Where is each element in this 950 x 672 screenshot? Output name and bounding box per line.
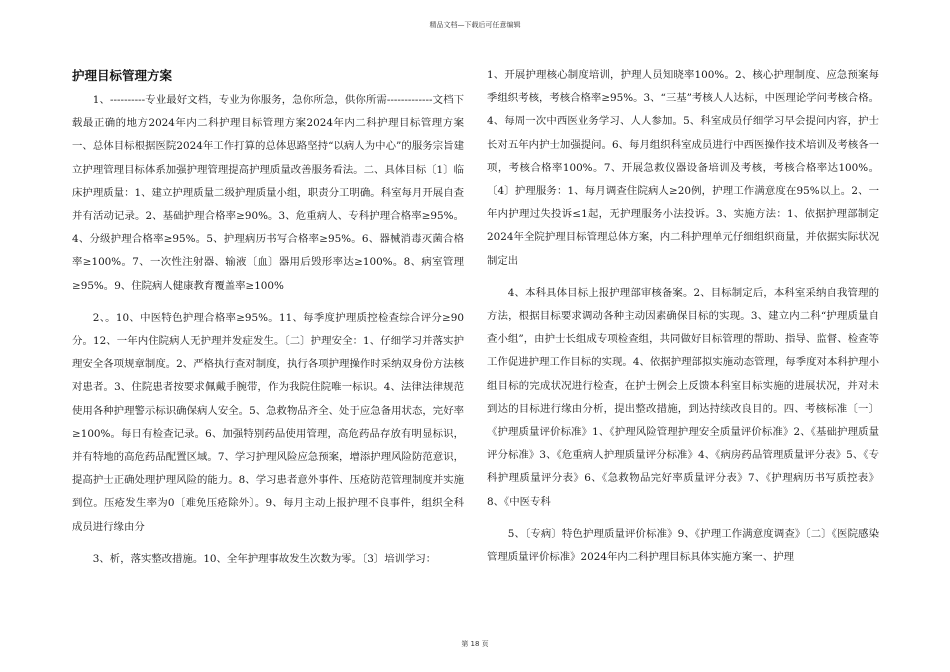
document-title: 护理目标管理方案 — [72, 68, 173, 83]
paragraph: 5、〔专病〕特色护理质量评价标准》9、《护理工作满意度调查》〔二〕《医院感染管理质量评价标准》2024年内二科护理目标具体实施方案一、护理 — [487, 527, 879, 564]
left-column — [72, 89, 464, 571]
paragraph: 2、。10、中医特色护理合格率≥95%。11、每季度护理质控检查综合评分≥90分。12、一年内住院病人无护理并发症发生。〔二〕护理安全：1、仔细学习并落实护理安全各项规章制度。2、严格执行查对制度，执行各项护理操作时采纳双身份方法核对患者。3、住院患者按要求佩戴手腕带，作为我院住院唯一标识。4、法律法律规范使用各种护理警示标识确保病人安全。5、急救物品齐全、处于应急备用状态，完好率≥100%。每日有检查记录。6、加强特别药品使用管理，高危药品存放有明显标识，并有特地的高危药品配置区域。7、学习护理风险应急预案，增添护理风险防范意识，提高护士正确处理护理风险的能力。8、学习患者意外事件、压疮防范管理制度并实施到位。压疮发生率为0〔难免压疮除外〕。9、每月主动上报护理不良事件，组织全科成员进行缘由分 — [72, 311, 464, 533]
paragraph: 3、析，落实整改措施。10、全年护理事故发生次数为零。〔3〕培训学习： — [92, 552, 437, 565]
paragraph: 1、开展护理核心制度培训，护理人员知晓率100%。2、核心护理制度、应急预案每季组织考核，考核合格率≥95%。3、“三基”考核人人达标，中医理论学问考核合格。4、每周一次中西医业务学习、人人参加。5、科室成员仔细学习早会提问内容，护士长对五年内护士加强提问。6、每月组织科室成员进行中西医操作技术培训及考核各一项，考核合格率100%。7、开展急救仪器设备培训及考核，考核合格率达100%。〔4〕护理服务：1、每月调查住院病人≥20例，护理工作满意度在95%以上。2、一年内护理过失投诉≤1起，无护理服务小法投诉。3、实施方法：1、依据护理部制定2024年全院护理目标管理总体方案，内二科护理单元仔细组织商量，并依据实际状况制定出 — [487, 69, 879, 267]
page-header: 精品文档—下载后可任意编辑 — [429, 21, 521, 29]
paragraph: 4、本科具体目标上报护理部审核备案。2、目标制定后，本科室采纳自我管理的方法，根据目标要求调动各种主动因素确保目标的实现。3、建立内二科“护理质量自查小组”，由护士长组成专项检查组，共同做好目标管理的帮助、指导、监督、检查等工作促进护理工作目标的实现。4、依据护理部拟实施动态管理，每季度对本科护理小组目标的完成状况进行检查，在护士例会上反馈本科室目标实施的进展状况，并对未到达的目标进行缘由分析，提出整改措施，到达持续改良目的。四、考核标准〔一〕《护理质量评价标准》1、《护理风险管理护理安全质量评价标准》2、《基础护理质量评分标准》3、《危重病人护理质量评分标准》4、《病房药品管理质量评分表》5、《专科护理质量评分表》6、《急救物品完好率质量评分表》7、《护理病历书写质控表》8、《中医专科 — [487, 286, 879, 508]
paragraph: 1、----------专业最好文档，专业为你服务，急你所急，供你所需-------------文档下载最正确的地方2024年内二科护理目标管理方案2024年内二科护理目标管理方案一、总体目标根据医院2024年工作打算的总体思路坚持“以病人为中心”的服务宗旨建立护理管理目标体系加强护理管理提高护理质量改善服务看法。二、具体目标〔1〕临床护理质量：1、建立护理质量二级护理质量小组，职责分工明确。科室每月开展自查并有活动记录。2、基础护理合格率≥90%。3、危重病人、专科护理合格率≥95%。4、分级护理合格率≥95%。5、护理病历书写合格率≥95%。6、器械消毒灭菌合格率≥100%。7、一次性注射器、输液〔血〕器用后毁形率达≥100%。8、病室管理≥95%。9、住院病人健康教育覆盖率≥100% — [72, 94, 464, 292]
right-column — [487, 64, 879, 569]
page-number: 第 18 页 — [461, 640, 489, 648]
